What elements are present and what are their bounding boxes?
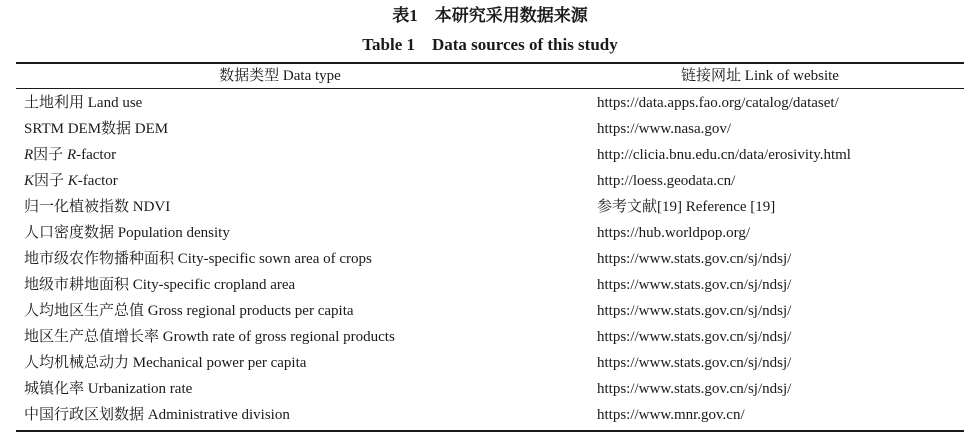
data-type-cell	[24, 168, 118, 194]
link-cell: http://loess.geodata.cn/	[597, 173, 736, 189]
r-symbol: R	[24, 147, 34, 163]
link-cell: https://www.stats.gov.cn/sj/ndsj/	[597, 355, 792, 371]
data-type-cell: 土地利用 Land use	[24, 95, 143, 111]
data-type-cell	[24, 142, 116, 168]
table-row	[0, 246, 980, 272]
table-row	[0, 142, 980, 168]
table-row	[0, 350, 980, 376]
data-type-cell: 地级市耕地面积 City-specific cropland area	[24, 277, 296, 293]
table-row	[0, 116, 980, 142]
link-cell: https://www.stats.gov.cn/sj/ndsj/	[597, 303, 792, 319]
link-cell: https://www.stats.gov.cn/sj/ndsj/	[597, 381, 792, 397]
table-caption-en: Table 1 Data sources of this study	[362, 35, 618, 54]
link-cell: https://www.stats.gov.cn/sj/ndsj/	[597, 251, 792, 267]
table-row	[0, 376, 980, 402]
table-caption-cn: 表1 本研究采用数据来源	[392, 6, 588, 25]
link-cell: https://www.stats.gov.cn/sj/ndsj/	[597, 329, 792, 345]
k-symbol-en: K	[67, 173, 78, 189]
data-type-cell: 地区生产总值增长率 Growth rate of gross regional products	[24, 329, 395, 345]
data-type-cell: SRTM DEM数据 DEM	[24, 121, 169, 137]
table-row	[0, 168, 980, 194]
link-cell: 参考文献[19] Reference [19]	[597, 199, 776, 215]
link-cell: https://www.nasa.gov/	[597, 121, 732, 137]
table-row	[0, 298, 980, 324]
factor-en: -factor	[77, 173, 118, 189]
link-cell: https://www.stats.gov.cn/sj/ndsj/	[597, 277, 792, 293]
table-row	[0, 90, 980, 116]
header-data-type: 数据类型 Data type	[219, 68, 341, 84]
factor-cn: 因子	[34, 173, 68, 189]
table-bottom-rule	[16, 430, 964, 432]
link-cell: https://data.apps.fao.org/catalog/dataset/	[597, 95, 839, 111]
factor-en: -factor	[76, 147, 117, 163]
link-cell: https://hub.worldpop.org/	[597, 225, 751, 241]
data-type-cell: 人均地区生产总值 Gross regional products per capita	[24, 303, 354, 319]
data-type-cell: 地市级农作物播种面积 City-specific sown area of crops	[24, 251, 372, 267]
data-type-cell: 中国行政区划数据 Administrative division	[24, 407, 290, 423]
table-row	[0, 194, 980, 220]
table-row	[0, 324, 980, 350]
data-type-cell: 人均机械总动力 Mechanical power per capita	[24, 355, 307, 371]
k-symbol: K	[24, 173, 35, 189]
link-cell: https://www.mnr.gov.cn/	[597, 407, 745, 423]
data-type-cell: 人口密度数据 Population density	[24, 225, 230, 241]
r-symbol-en: R	[66, 147, 77, 163]
table-row	[0, 402, 980, 428]
table-row	[0, 220, 980, 246]
table-top-rule	[16, 62, 964, 64]
factor-cn: 因子	[33, 147, 67, 163]
table-header-rule	[16, 88, 964, 89]
data-type-cell: 城镇化率 Urbanization rate	[24, 381, 193, 397]
table-row	[0, 272, 980, 298]
header-link: 链接网址 Link of website	[681, 68, 839, 84]
data-type-cell: 归一化植被指数 NDVI	[24, 199, 171, 215]
table-body	[0, 90, 980, 428]
link-cell: http://clicia.bnu.edu.cn/data/erosivity.html	[597, 147, 851, 163]
